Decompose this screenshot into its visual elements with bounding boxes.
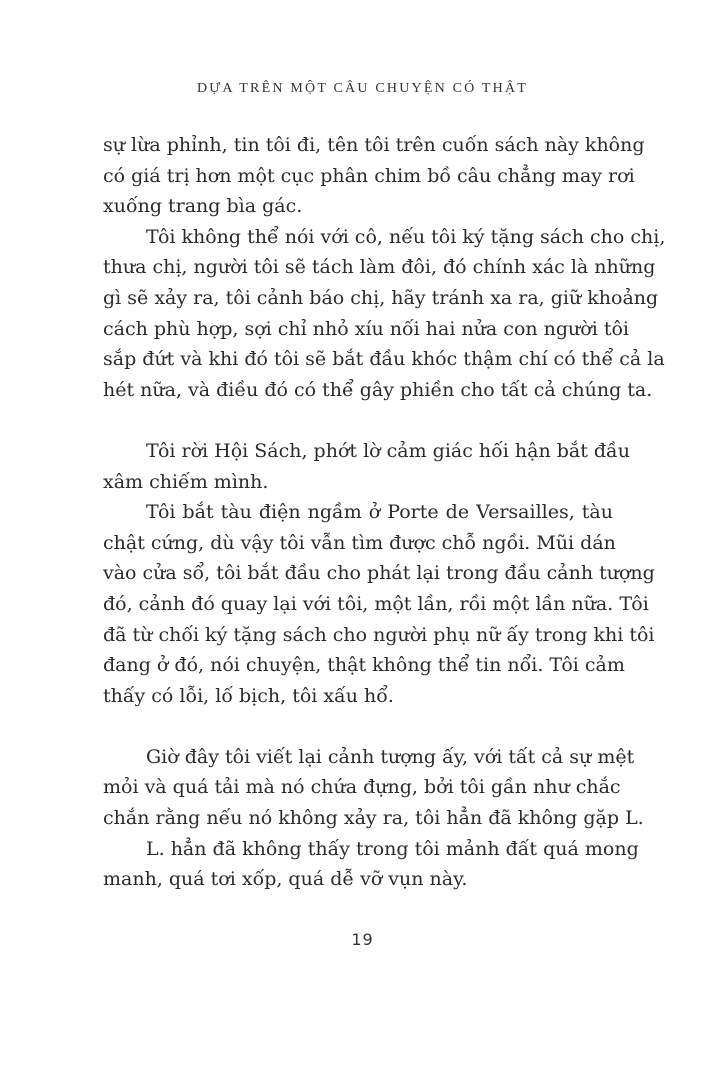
paragraph	[103, 130, 645, 222]
text-line: thấy có lỗi, lố bịch, tôi xấu hổ.	[103, 684, 394, 707]
text-line: manh, quá tơi xốp, quá dễ vỡ vụn này.	[103, 868, 468, 891]
text-line: Tôi rời Hội Sách, phớt lờ cảm giác hối hận bắt đầu	[146, 439, 630, 462]
text-line: gì sẽ xảy ra, tôi cảnh báo chị, hãy tránh xa ra, giữ khoảng	[103, 286, 659, 309]
text-line: đó, cảnh đó quay lại với tôi, một lần, rồi một lần nữa. Tôi	[103, 592, 649, 615]
text-line: thưa chị, người tôi sẽ tách làm đôi, đó chính xác là những	[103, 256, 656, 279]
paragraph	[103, 742, 644, 834]
paragraph	[103, 497, 655, 711]
text-line: mỏi và quá tải mà nó chứa đựng, bởi tôi gần như chắc	[103, 776, 621, 799]
page-body	[103, 130, 666, 895]
text-line: vào cửa sổ, tôi bắt đầu cho phát lại trong đầu cảnh tượng	[103, 562, 655, 585]
text-line: hét nữa, và điều đó có thể gây phiền cho tất cả chúng ta.	[103, 378, 653, 401]
section-break	[103, 405, 613, 436]
running-header: DỰA TRÊN MỘT CÂU CHUYỆN CÓ THẬT	[196, 81, 529, 96]
text-line: Giờ đây tôi viết lại cảnh tượng ấy, với tất cả sự mệt	[146, 745, 635, 768]
text-line: đã từ chối ký tặng sách cho người phụ nữ ấy trong khi tôi	[103, 623, 655, 646]
page-number: 19	[351, 930, 374, 949]
text-line: sắp đứt và khi đó tôi sẽ bắt đầu khóc thậm chí có thể cả la	[103, 348, 665, 371]
text-line: chắn rằng nếu nó không xảy ra, tôi hẳn đã không gặp L.	[103, 807, 644, 830]
text-line: đang ở đó, nói chuyện, thật không thể tin nổi. Tôi cảm	[103, 654, 625, 677]
section-break	[103, 711, 613, 742]
text-line: có giá trị hơn một cục phân chim bồ câu chẳng may rơi	[103, 164, 635, 187]
paragraph	[103, 436, 630, 497]
text-line: xuống trang bìa gác.	[103, 195, 303, 218]
paragraph	[103, 222, 666, 406]
text-line: xâm chiếm mình.	[103, 470, 269, 493]
text-line: L. hẳn đã không thấy trong tôi mảnh đất quá mong	[146, 837, 639, 860]
text-line: cách phù hợp, sợi chỉ nhỏ xíu nối hai nửa con người tôi	[103, 317, 629, 340]
text-line: Tôi bắt tàu điện ngầm ở Porte de Versailles, tàu	[146, 501, 613, 524]
text-line: sự lừa phỉnh, tin tôi đi, tên tôi trên cuốn sách này không	[103, 134, 645, 156]
text-line: Tôi không thể nói với cô, nếu tôi ký tặng sách cho chị,	[146, 225, 666, 248]
text-line: chật cứng, dù vậy tôi vẫn tìm được chỗ ngồi. Mũi dán	[103, 531, 616, 554]
paragraph	[103, 834, 639, 895]
